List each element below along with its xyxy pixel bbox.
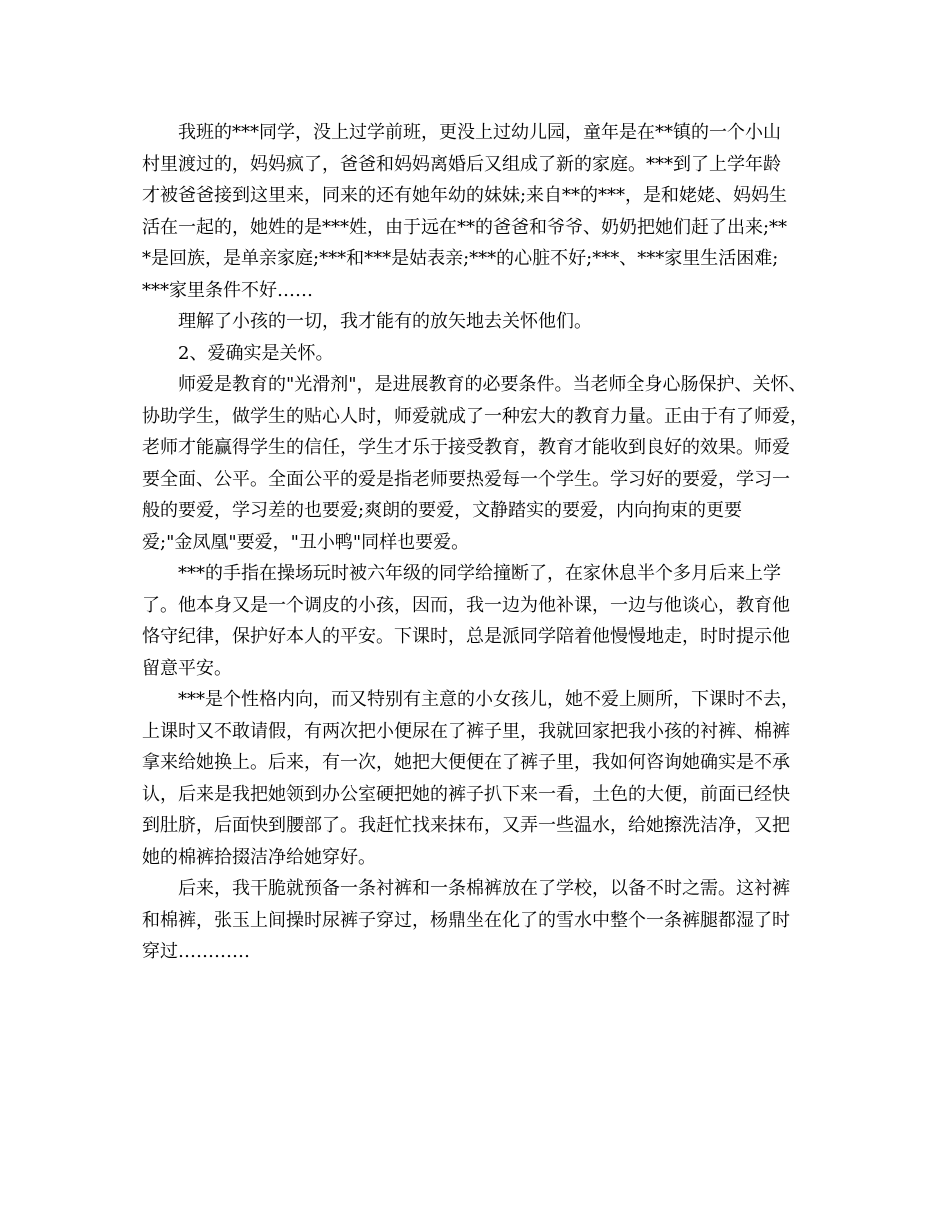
text-line: 爱;"金凤凰"要爱，"丑小鸭"同样也要爱。 [142, 531, 470, 553]
text-line: ***的手指在操场玩时被六年级的同学给撞断了，在家休息半个多月后来上学 [178, 563, 781, 584]
text-line: 恪守纪律，保护好本人的平安。下课时，总是派同学陪着他慢慢地走，时时提示他 [142, 626, 790, 647]
text-line: 才被爸爸接到这里来，同来的还有她年幼的妹妹;来自**的***，是和姥姥、妈妈生 [142, 185, 788, 206]
text-line: 认，后来是我把她领到办公室硬把她的裤子扒下来一看，土色的大便，前面已经快 [142, 783, 790, 805]
text-line: ***是个性格内向，而又特别有主意的小女孩儿，她不爱上厕所，下课时不去， [178, 689, 799, 710]
text-line: 理解了小孩的一切，我才能有的放矢地去关怀他们。 [178, 311, 592, 332]
text-line: 上课时又不敢请假，有两次把小便尿在了裤子里，我就回家把我小孩的衬裤、棉裤 [142, 720, 790, 742]
text-line: 老师才能赢得学生的信任，学生才乐于接受教育，教育才能收到良好的效果。师爱 [142, 437, 790, 458]
text-line: 后来，我干脆就预备一条衬裤和一条棉裤放在了学校，以备不时之需。这衬裤 [178, 878, 790, 899]
text-line: 2、爱确实是关怀。 [178, 342, 334, 364]
text-line: 村里渡过的，妈妈疯了，爸爸和妈妈离婚后又组成了新的家庭。***到了上学年龄 [142, 153, 781, 175]
text-line: 拿来给她换上。后来，有一次，她把大便便在了裤子里，我如何咨询她确实是不承 [142, 752, 790, 773]
text-line: 留意平安。 [142, 657, 232, 679]
text-line: 协助学生，做学生的贴心人时，师爱就成了一种宏大的教育力量。正由于有了师爱， [142, 405, 808, 427]
text-line: 我班的***同学，没上过学前班，更没上过幼儿园，童年是在**镇的一个小山 [178, 122, 781, 143]
text-line: 和棉裤，张玉上间操时尿裤子穿过，杨鼎坐在化了的雪水中整个一条裤腿都湿了时 [142, 909, 790, 931]
text-line: ***家里条件不好…… [142, 279, 313, 301]
document-body [142, 117, 812, 968]
text-line: 要全面、公平。全面公平的爱是指老师要热爱每一个学生。学习好的要爱，学习一 [142, 468, 790, 490]
text-line: 她的棉裤拾掇洁净给她穿好。 [142, 846, 376, 868]
text-line: 般的要爱，学习差的也要爱;爽朗的要爱，文静踏实的要爱，内向拘束的更要 [142, 500, 743, 521]
text-line: 活在一起的，她姓的是***姓，由于远在**的爸爸和爷爷、奶奶把她们赶了出来;** [142, 216, 788, 238]
text-line: 到肚脐，后面快到腰部了。我赶忙找来抹布，又弄一些温水，给她擦洗洁净，又把 [142, 815, 790, 836]
text-line: *是回族，是单亲家庭;***和***是姑表亲;***的心脏不好;***、***家里生活困难; [142, 248, 779, 269]
text-line: 师爱是教育的"光滑剂"，是进展教育的必要条件。当老师全身心肠保护、关怀、 [178, 374, 807, 395]
text-line: 了。他本身又是一个调皮的小孩，因而，我一边为他补课，一边与他谈心，教育他 [142, 594, 790, 616]
text-line: 穿过………… [142, 941, 250, 962]
